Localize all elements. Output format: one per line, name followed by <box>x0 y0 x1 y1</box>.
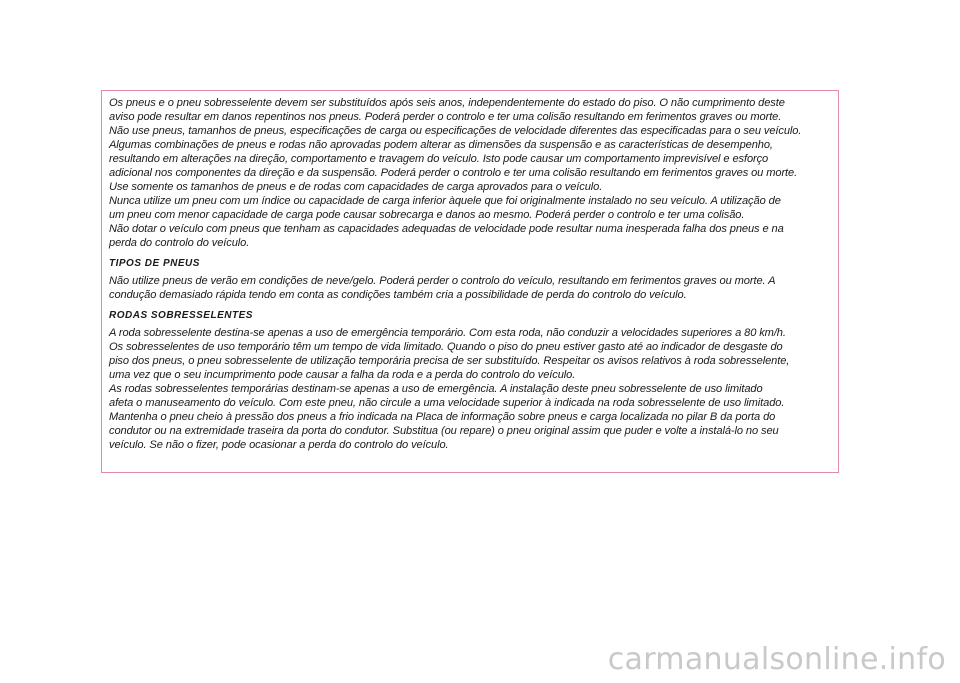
text-line: adicional nos componentes da direção e da suspensão. Poderá perder o controlo e ter uma colisão resultando em ferimentos graves ou morte. <box>109 167 798 179</box>
warning-paragraph-tire-types <box>109 274 831 302</box>
text-line: aviso pode resultar em danos repentinos nos pneus. Poderá perder o controlo e ter uma colisão resultando em ferimentos graves ou morte. <box>109 111 782 123</box>
text-line: veículo. Se não o fizer, pode ocasionar a perda do controlo do veículo. <box>109 439 449 451</box>
text-line: Algumas combinações de pneus e rodas não aprovadas podem alterar as dimensões da suspensão e as características de desempenho, <box>109 139 773 151</box>
text-line: Os pneus e o pneu sobresselente devem ser substituídos após seis anos, independentemente do estado do piso. O não cumprimento deste <box>109 97 785 109</box>
warning-paragraph-general <box>109 96 831 250</box>
text-line: Nunca utilize um pneu com um índice ou capacidade de carga inferior àquele que foi originalmente instalado no seu veículo. A utilização de <box>109 195 781 207</box>
text-line: piso dos pneus, o pneu sobresselente de utilização temporária precisa de ser substituído. Respeitar os avisos relativos à roda sobresselente, <box>109 355 790 367</box>
text-line: As rodas sobresselentes temporárias destinam-se apenas a uso de emergência. A instalação deste pneu sobresselente de uso limitado <box>109 383 763 395</box>
text-line: perda do controlo do veículo. <box>109 237 250 249</box>
text-line: afeta o manuseamento do veículo. Com este pneu, não circule a uma velocidade superior à indicada na roda sobresselente de uso limitado. <box>109 397 785 409</box>
text-line: um pneu com menor capacidade de carga pode causar sobrecarga e danos ao mesmo. Poderá perder o controlo e ter uma colisão. <box>109 209 745 221</box>
heading-tire-types: TIPOS DE PNEUS <box>109 258 200 269</box>
text-line: Não utilize pneus de verão em condições de neve/gelo. Poderá perder o controlo do veículo, resultando em ferimentos graves ou morte. A <box>109 275 776 287</box>
heading-spare-wheels: RODAS SOBRESSELENTES <box>109 310 253 321</box>
text-line: Os sobresselentes de uso temporário têm um tempo de vida limitado. Quando o piso do pneu estiver gasto até ao indicador de desgaste do <box>109 341 783 353</box>
watermark: carmanualsonline.info <box>607 642 946 677</box>
text-line: condutor ou na extremidade traseira da porta do condutor. Substitua (ou repare) o pneu original assim que puder e volte a instalá-lo no seu <box>109 425 779 437</box>
text-line: A roda sobresselente destina-se apenas a uso de emergência temporário. Com esta roda, não conduzir a velocidades superiores a 80 km/h. <box>109 327 786 339</box>
text-line: Não dotar o veículo com pneus que tenham as capacidades adequadas de velocidade pode resultar numa inesperada falha dos pneus e na <box>109 223 784 235</box>
text-line: condução demasiado rápida tendo em conta as condições também cria a possibilidade de perda do controlo do veículo. <box>109 289 687 301</box>
text-line: resultando em alterações na direção, comportamento e travagem do veículo. Isto pode causar um comportamento imprevisível e esforço <box>109 153 769 165</box>
warning-box <box>101 90 839 473</box>
text-line: uma vez que o seu incumprimento pode causar a falha da roda e a perda do controlo do veículo. <box>109 369 576 381</box>
warning-paragraph-spare-wheels <box>109 326 831 452</box>
text-line: Mantenha o pneu cheio à pressão dos pneus a frio indicada na Placa de informação sobre pneus e carga localizada no pilar B da porta do <box>109 411 776 423</box>
text-line: Use somente os tamanhos de pneus e de rodas com capacidades de carga aprovados para o veículo. <box>109 181 603 193</box>
text-line: Não use pneus, tamanhos de pneus, especificações de carga ou especificações de velocidade diferentes das especificadas para o seu veículo. <box>109 125 802 137</box>
